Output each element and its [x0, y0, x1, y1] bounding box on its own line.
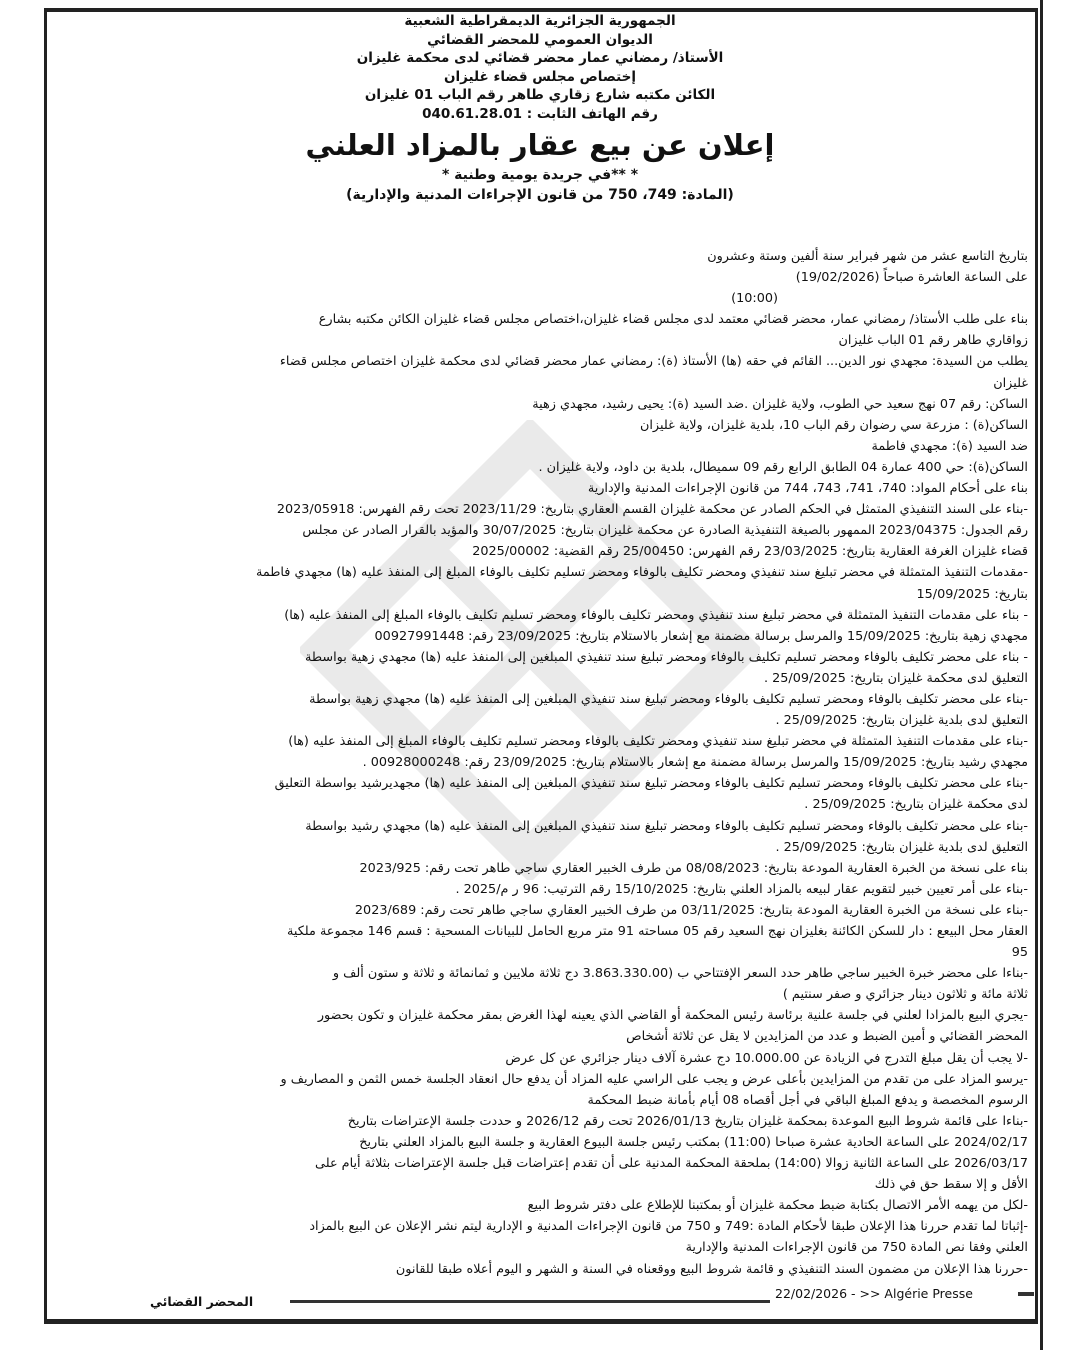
body-line [104, 1195, 1028, 1216]
body-line [104, 900, 1028, 921]
body-line [104, 584, 1028, 605]
legal-articles: (المادة: 749، 750 من قانون الإجراءات المدنية والإدارية) [346, 186, 734, 203]
body-line-text: (10:00) [731, 291, 778, 307]
body-line [104, 1111, 1028, 1132]
body-line [104, 984, 1028, 1005]
body-line-text: الساكن(ة) : مزرعة سي رضوان رقم الباب 10، بلدية غليزان، ولاية غليزان [639, 417, 1028, 433]
column-rule [1040, 0, 1043, 1350]
publication-source: 22/02/2026 - >> Algérie Presse [775, 1286, 973, 1301]
body-line [104, 415, 1028, 436]
body-line-text: الأقل و إلا سقط حق في ذلك [874, 1177, 1028, 1193]
body-line-text: -بناءا على قائمة شروط البيع الموعدة بمحكمة غليزان بتاريخ 2026/01/13 تحت رقم 2026/12 و حددت جلسة الإعتراضات بتاريخ [347, 1113, 1028, 1129]
header-line: إختصاص مجلس قضاء غليزان [443, 68, 637, 85]
body-line [104, 879, 1028, 900]
body-line [104, 1259, 1028, 1280]
body-line-text: مجهدي زهية بتاريخ: 15/09/2025 والمرسل برسالة مضمنة مع إشعار بالاستلام بتاريخ: 23/09/2025 رقم: 00927991448 [374, 628, 1028, 644]
body-line [104, 267, 1028, 288]
notice-header [200, 12, 880, 205]
body-line [104, 647, 1028, 668]
body-line [104, 858, 1028, 879]
body-line [104, 499, 1028, 520]
header-line: الديوان العمومي للمحضر القضائي [427, 31, 653, 48]
body-line-text: الساكن: رقم 07 نهج سعيد حي الطوب، ولاية غليزان .ضد السيد (ة): يحيى رشيد، مجهدي زهية [532, 396, 1028, 412]
body-line-text: -يجري البيع بالمزادا لعلني في جلسة علنية برئاسة رئيس المحكمة أو القاضي الذي يعينه لهذا الغرض بمقر محكمة غليزان و تكون بحضور [317, 1008, 1028, 1024]
body-line-text: رقم الجدول: 2023/04375 الممهور بالصيغة التنفيذية الصادرة عن محكمة غليزان بتاريخ: 30/07/2025 والمؤيد بالقرار الصادر عن مجلس [302, 523, 1028, 539]
body-line [104, 1005, 1028, 1026]
body-line-text: -بناء على أمر تعيين خبير لتقويم عقار لبيعه بالمزاد العلني بتاريخ: 15/10/2025 رقم الترتيب: 96 ر م/2025 . [455, 881, 1028, 897]
body-line [104, 1090, 1028, 1111]
body-line [104, 668, 1028, 689]
body-line-text: -لكل من يهمه الأمر الاتصال بكتابة ضبط محكمة غليزان أو بمكتبنا للإطلاع على دفتر شروط البيع [527, 1198, 1028, 1214]
notice-subtitle: * **في جريدة يومية وطنية * [441, 166, 639, 183]
signature-label: المحضر القضائي [150, 1294, 254, 1309]
body-line-text: الساكن(ة): حي 400 عمارة 04 الطابق الرابع رقم 09 سميطال، بلدية بن داود، ولاية غليزان . [538, 459, 1028, 475]
header-line: الكائن مكتبه شارع زقاري طاهر رقم الباب 01 غليزان [364, 87, 716, 104]
body-line [104, 794, 1028, 815]
body-line-text: قضاء غليزان الغرفة العقارية بتاريخ: 23/03/2025 رقم الفهرس: 25/00450 رقم القضية: 2025/00002 [472, 544, 1028, 560]
body-line-text: لدى محكمة غليزان بتاريخ: 25/09/2025 . [804, 797, 1028, 813]
body-line [104, 1026, 1028, 1047]
body-line-text: -حررنا هذا الإعلان من مضمون السند التنفيذي و قائمة شروط البيع ووقعناه في السنة و الشهر و اليوم أعلاه طبقا للقانون [395, 1261, 1028, 1277]
body-line [104, 1174, 1028, 1195]
body-line [104, 457, 1028, 478]
body-line-text: -بناء على نسخة من الخبرة العقارية المودعة بتاريخ: 03/11/2025 من طرف الخبير العقاري ساجي طاهر تحت رقم: 2023/689 [354, 902, 1028, 918]
body-line [104, 1069, 1028, 1090]
body-line [104, 288, 1028, 309]
body-line [104, 752, 1028, 773]
body-line-text: التعليق لدى بلدية غليزان بتاريخ: 25/09/2025 . [775, 839, 1028, 855]
body-line-text: -يرسو المزاد على من تقدم من المزايدين بأعلى عرض و يجب على الراسي عليه المزاد أن يدفع حال انعقاد الجلسة خمس الثمن و المصاريف و [280, 1071, 1028, 1087]
body-line-text: العقار محل البيعع : دار للسكن الكائنة بغليزان نهج السعيد رقم 05 مساحته 91 متر مربع الحامل للبيانات المسحية : قسم 146 مجموعة ملكية [287, 924, 1028, 939]
body-line-text: بناء على طلب الأستاذ/ رمضاني عمار، محضر قضائي معتمد لدى مجلس قضاء غليزان،اختصاص مجلس قضاء غليزان الكائن مكتبه بشارع [318, 312, 1028, 328]
body-line [104, 921, 1028, 942]
body-line-text: مجهدي رشيد بتاريخ: 15/09/2025 والمرسل برسالة مضمنة مع إشعار بالاستلام بتاريخ: 23/09/2025 رقم: 00928000248 . [362, 755, 1028, 771]
notice-title: إعلان عن بيع عقار بالمزاد العلني [305, 127, 775, 162]
body-line [104, 478, 1028, 499]
body-line-text: - بناء على مقدمات التنفيذ المتمثلة في محضر تبليغ سند تنفيذي ومحضر تكليف بالوفاء ومحضر تسليم تكليف بالوفاء المبلغ إلى المنفذ عليه (ها) [284, 607, 1028, 623]
body-line-text: المحضر القضائي و أمين الضبط و عدد من المزايدين لا يقل عن ثلاثة أشخاص [626, 1029, 1028, 1045]
body-line-text: التعليق لدى بلدية غليزان بتاريخ: 25/09/2025 . [775, 713, 1028, 729]
notice-body [104, 246, 1028, 1280]
body-line [104, 309, 1028, 330]
body-line-text: 2026/03/17 على الساعة الثانية زوالا (14:00) بملحقة المحكمة المدنية على أن تقدم إعتراضات قبل جلسة الإعتراضات بثلاثة أيام على [315, 1156, 1028, 1172]
body-line [104, 963, 1028, 984]
body-line [104, 837, 1028, 858]
body-line [104, 1237, 1028, 1258]
footer-rule [290, 1300, 770, 1303]
body-line-text: غليزان [993, 375, 1028, 391]
body-line [104, 436, 1028, 457]
body-line [104, 520, 1028, 541]
body-line-text: بناء على أحكام المواد: 740، 741، 743، 744 من قانون الإجراءات المدنية والإدارية [587, 481, 1028, 497]
body-line [104, 689, 1028, 710]
body-line [104, 373, 1028, 394]
body-line-text: بتاريخ التاسع عشر من شهر فبراير سنة ألفين وستة وعشرون [707, 249, 1028, 264]
body-line-text: على الساعة العاشرة صباحاً (19/02/2026) [795, 270, 1028, 286]
body-line-text: العلني وفقا نص المادة 750 من قانون الإجراءات المدنية والإدارية [685, 1240, 1028, 1256]
body-line-text: -بناء على محضر تكليف بالوفاء ومحضر تسليم تكليف بالوفاء ومحضر تبليغ سند تنفيذي المبلغين إلى المنفذ عليه (ها) مجهديرشيد بواسطة التعليق [274, 776, 1028, 792]
body-line [104, 605, 1028, 626]
footer-rule [1018, 1292, 1034, 1296]
body-line [104, 1216, 1028, 1237]
body-line [104, 541, 1028, 562]
body-line-text: بتاريخ: 15/09/2025 [916, 586, 1028, 602]
body-line [104, 330, 1028, 351]
body-line [104, 710, 1028, 731]
body-line [104, 246, 1028, 267]
body-line-text: -بناء على محضر تكليف بالوفاء ومحضر تسليم تكليف بالوفاء ومحضر تبليغ سند تنفيذي المبلغين إلى المنفذ عليه (ها) مجهدي رشيد بواسطة [305, 818, 1028, 834]
body-line-text: 2024/02/17 على الساعة الحادية عشرة صباحا (11:00) بمكتب رئيس جلسة البيوع العقارية و جلسة البيع بالمزاد العلني بتاريخ [359, 1134, 1028, 1150]
body-line [104, 1048, 1028, 1069]
body-line-text: يطلب من السيدة: مجهدي نور الدين... القائم في حقه (ها) الأستاذ (ة): رمضاني عمار محضر قضائي لدى محكمة غليزان اختصاص مجلس قضاء [279, 354, 1028, 370]
body-line [104, 1153, 1028, 1174]
body-line-text: -مقدمات التنفيذ المتمثلة في محضر تبليغ سند تنفيذي ومحضر تكليف بالوفاء ومحضر تسليم تكليف بالوفاء المبلغ إلى المنفذ عليه (ها) مجهدي فاطمة [255, 565, 1028, 581]
body-line-text: -بناء على محضر تكليف بالوفاء ومحضر تسليم تكليف بالوفاء ومحضر تبليغ سند تنفيذي المبلغين إلى المنفذ عليه (ها) مجهدي زهية بواسطة [309, 691, 1028, 707]
body-line-text: - بناء على محضر تكليف بالوفاء ومحضر تسليم تكليف بالوفاء ومحضر تبليغ سند تنفيذي المبلغين إلى المنفذ عليه (ها) مجهدي زهية بواسطة [305, 649, 1028, 665]
body-line [104, 773, 1028, 794]
body-line [104, 731, 1028, 752]
body-line-text: -بناء على السند التنفيذي المتمثل في الحكم الصادر عن محكمة غليزان القسم العقاري بتاريخ: 2023/11/29 تحت رقم الفهرس: 2023/05918 [276, 502, 1028, 518]
body-line [104, 562, 1028, 583]
body-line [104, 626, 1028, 647]
body-line-text: التعليق لدى محكمة غليزان بتاريخ: 25/09/2025 . [763, 670, 1028, 686]
body-line-text: 95 [1011, 945, 1028, 961]
body-line [104, 1132, 1028, 1153]
body-line [104, 351, 1028, 372]
body-line [104, 816, 1028, 837]
body-line [104, 942, 1028, 963]
body-line-text: -بناء على مقدمات التنفيذ المتمثلة في محضر تبليغ سند تنفيذي ومحضر تكليف بالوفاء ومحضر تسليم تكليف بالوفاء المبلغ إلى المنفذ عليه (ها) [288, 734, 1028, 750]
body-line [104, 394, 1028, 415]
phone-line: رقم الهاتف الثابت : 040.61.28.01 [422, 105, 658, 122]
body-line-text: ثلاثة مائة و ثلاثون دينار جزائري و صفر سنتيم ) [782, 987, 1028, 1003]
body-line-text: -إثباتا لما تقدم حررنا هذا الإعلان طبقا لأحكام المادة :749 و 750 من قانون الإجراءات المدنية و الإدارية ليتم نشر الإعلان عن البيع بالمزاد [309, 1219, 1028, 1235]
body-line-text: زواقاري طاهر رقم 01 الباب غليزان [838, 333, 1028, 349]
body-line-text: ضد السيد (ة): مجهدي فاطمة [871, 438, 1028, 454]
body-line-text: -بناءا على محضر خبرة الخبير ساجي طاهر حدد السعر الإفتتاحي ب (3.863.330.00 دج ثلاثة ملايين و ثمانمائة و ثلاثة و ستون ألف و [332, 966, 1028, 982]
header-line: الجمهورية الجزائرية الديمقراطية الشعبية [404, 13, 676, 29]
body-line-text: بناء على نسخة من الخبرة العقارية المودعة بتاريخ: 08/08/2023 من طرف الخبير العقاري ساجي طاهر تحت رقم: 2023/925 [359, 860, 1028, 876]
body-line-text: -لا يجب أن يقل مبلغ التدرج في الزيادة عن 10.000.00 دج عشرة آلاف دينار جزائري عن كل عرض [505, 1050, 1028, 1066]
body-line-text: الرسوم المخصصة و يدفع المبلغ الباقي في أجل أقصاه 08 أيام بأمانة ضبط المحكمة [587, 1092, 1028, 1108]
header-line: الأستاذ/ رمضاني عمار محضر قضائي لدى محكمة غليزان [356, 50, 724, 67]
